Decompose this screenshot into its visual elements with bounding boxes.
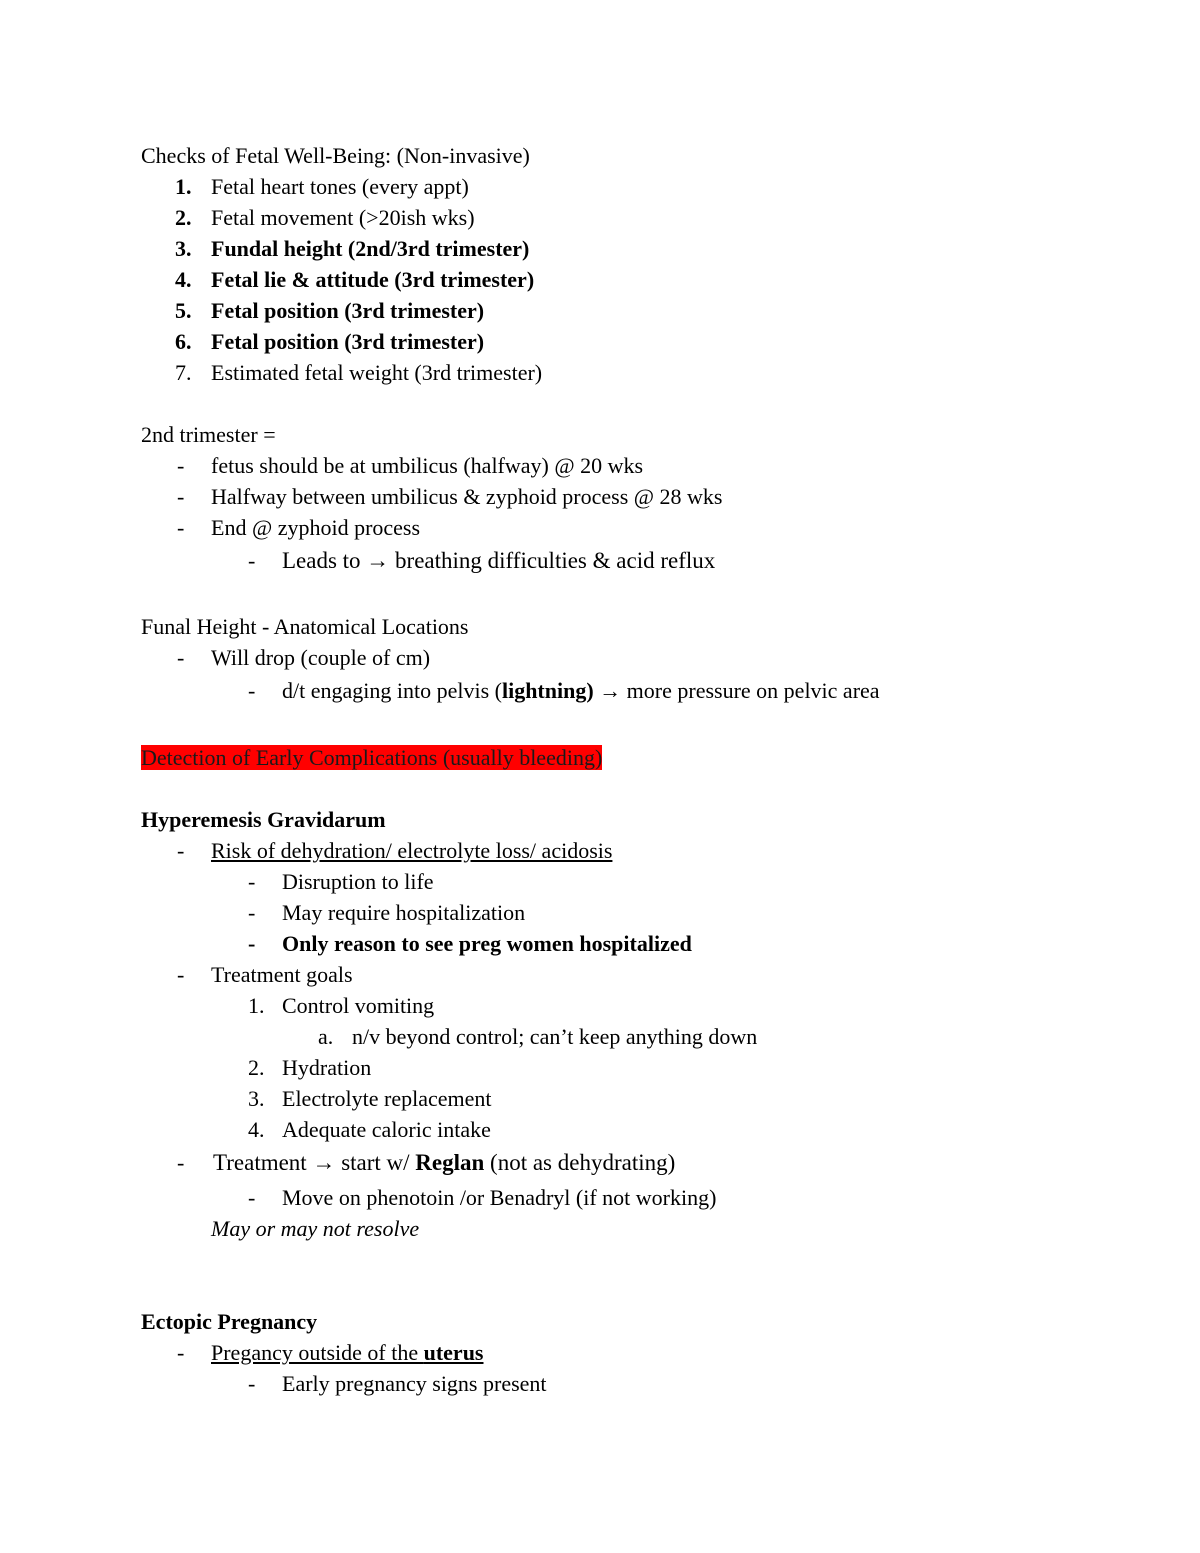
list-item: Treatment goals <box>211 962 353 987</box>
list-item <box>213 1150 675 1176</box>
bullet-dash: - <box>248 1371 256 1396</box>
section-heading-ectopic: Ectopic Pregnancy <box>141 1309 318 1334</box>
red-highlight: Detection of Early Complications (usually bleeding) <box>141 745 603 770</box>
list-subsubitem: n/v beyond control; can’t keep anything down <box>352 1024 758 1049</box>
list-item: Fetal position (3rd trimester) <box>211 329 485 354</box>
list-number: 2. <box>248 1055 265 1080</box>
text-run: Treatment → start w/ <box>213 1150 416 1175</box>
bullet-dash: - <box>177 1340 185 1365</box>
section-heading-fundal-height: Funal Height - Anatomical Locations <box>141 614 469 639</box>
bullet-dash: - <box>177 1150 185 1175</box>
section-heading-fetal-checks: Checks of Fetal Well-Being: (Non-invasive) <box>141 143 530 168</box>
list-subitem <box>282 678 880 704</box>
bullet-dash: - <box>177 962 185 987</box>
bullet-dash: - <box>248 931 256 956</box>
list-number: 7. <box>175 360 192 385</box>
highlighted-heading <box>141 745 602 771</box>
list-item: Fetal lie & attitude (3rd trimester) <box>211 267 535 292</box>
list-item: End @ zyphoid process <box>211 515 421 540</box>
list-number: 5. <box>175 298 192 323</box>
list-number: 1. <box>175 174 192 199</box>
list-item: Fetal movement (>20ish wks) <box>211 205 475 230</box>
list-subitem: May require hospitalization <box>282 900 526 925</box>
list-number: 4. <box>175 267 192 292</box>
list-number: 2. <box>175 205 192 230</box>
list-subitem: Leads to → breathing difficulties & acid reflux <box>282 548 716 573</box>
text-run: → more pressure on pelvic area <box>593 678 880 703</box>
list-subitem: Move on phenotoin /or Benadryl (if not working) <box>282 1185 717 1210</box>
list-number: 3. <box>248 1086 265 1111</box>
list-item: Halfway between umbilicus & zyphoid process @ 28 wks <box>211 484 723 509</box>
bold-term-uterus: uterus <box>423 1340 484 1365</box>
section-heading-hyperemesis: Hyperemesis Gravidarum <box>141 807 386 832</box>
list-letter: a. <box>318 1024 334 1049</box>
list-item: Fundal height (2nd/3rd trimester) <box>211 236 530 261</box>
list-subitem: Electrolyte replacement <box>282 1086 492 1111</box>
list-item <box>211 1340 484 1366</box>
list-number: 6. <box>175 329 192 354</box>
section-heading-2nd-trimester: 2nd trimester = <box>141 422 276 447</box>
bullet-dash: - <box>248 1185 256 1210</box>
bullet-dash: - <box>248 548 256 573</box>
bullet-dash: - <box>248 678 256 703</box>
text-run: d/t engaging into pelvis ( <box>282 678 502 703</box>
list-subitem: Hydration <box>282 1055 372 1080</box>
bullet-dash: - <box>177 645 185 670</box>
list-item: Fetal heart tones (every appt) <box>211 174 469 199</box>
bold-term-reglan: Reglan <box>415 1150 485 1175</box>
list-item: Fetal position (3rd trimester) <box>211 298 485 323</box>
bullet-dash: - <box>177 515 185 540</box>
bullet-dash: - <box>177 838 185 863</box>
list-number: 1. <box>248 993 265 1018</box>
list-number: 3. <box>175 236 192 261</box>
text-run: Pregancy outside of the <box>211 1340 424 1365</box>
list-item: Risk of dehydration/ electrolyte loss/ acidosis <box>211 838 613 863</box>
bullet-dash: - <box>248 900 256 925</box>
list-subitem: Disruption to life <box>282 869 434 894</box>
list-subitem: Adequate caloric intake <box>282 1117 491 1142</box>
list-item: Estimated fetal weight (3rd trimester) <box>211 360 543 385</box>
bullet-dash: - <box>177 453 185 478</box>
list-subitem: Early pregnancy signs present <box>282 1371 547 1396</box>
bullet-dash: - <box>248 869 256 894</box>
text-run: (not as dehydrating) <box>484 1150 676 1175</box>
list-item: fetus should be at umbilicus (halfway) @ 20 wks <box>211 453 644 478</box>
list-subitem: Only reason to see preg women hospitalized <box>282 931 692 956</box>
bullet-dash: - <box>177 484 185 509</box>
bold-term-lightning: lightning) <box>501 678 594 703</box>
list-item: Will drop (couple of cm) <box>211 645 431 670</box>
list-number: 4. <box>248 1117 265 1142</box>
list-subitem: Control vomiting <box>282 993 435 1018</box>
italic-note: May or may not resolve <box>211 1216 420 1241</box>
